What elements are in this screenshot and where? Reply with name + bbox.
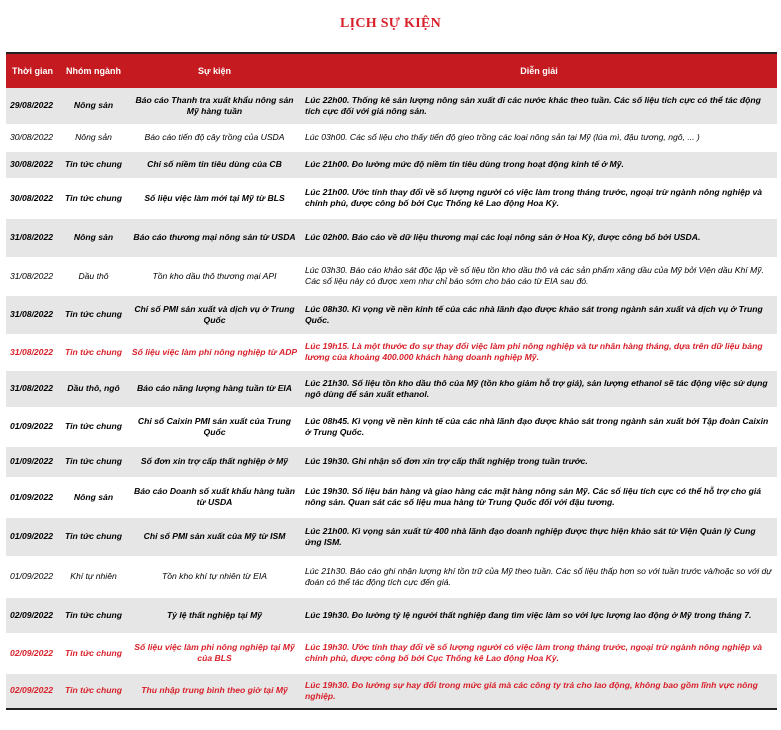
event-description: Lúc 19h30. Đo lường tỷ lệ người thất nghiệp đang tìm việc làm so với lực lượng lao động ở Mỹ trong tháng 7. — [301, 597, 777, 633]
column-header-event: Sự kiện — [128, 53, 301, 88]
event-sector: Tin tức chung — [59, 673, 128, 709]
event-description: Lúc 21h00. Kì vọng sản xuất từ 400 nhà lãnh đạo doanh nghiệp được thực hiện khảo sát từ Viện Quản lý Cung ứng ISM. — [301, 517, 777, 556]
event-date: 02/09/2022 — [6, 597, 59, 633]
page-title: LỊCH SỰ KIỆN — [339, 16, 442, 31]
event-description: Lúc 22h00. Thống kê sản lượng nông sản xuất đi các nước khác theo tuần. Các số liệu tích cực có thể tác động tích cực đối với giá nông sản. — [301, 88, 777, 124]
event-sector: Tin tức chung — [59, 633, 128, 673]
table-row — [6, 446, 777, 477]
event-date: 02/09/2022 — [6, 633, 59, 673]
event-description: Lúc 21h00. Đo lường mức độ niềm tin tiêu dùng trong hoạt động kinh tế ở Mỹ. — [301, 151, 777, 178]
event-name: Tồn kho khí tự nhiên từ EIA — [128, 556, 301, 597]
column-header-explanation: Diễn giải — [301, 53, 777, 88]
event-name: Thu nhập trung bình theo giờ tại Mỹ — [128, 673, 301, 709]
event-date: 30/08/2022 — [6, 178, 59, 218]
event-name: Tồn kho dầu thô thương mại API — [128, 257, 301, 295]
table-row — [6, 517, 777, 556]
event-schedule-table — [6, 52, 777, 710]
event-description: Lúc 19h30. Đo lường sự hay đổi trong mức giá mà các công ty trả cho lao động, không bao gồm lĩnh vực nông nghiệp. — [301, 673, 777, 709]
event-name: Chỉ số PMI sản xuất và dịch vụ ở Trung Quốc — [128, 295, 301, 334]
table-row-highlighted — [6, 673, 777, 709]
event-name: Số liệu việc làm phi nông nghiệp từ ADP — [128, 334, 301, 370]
event-date: 02/09/2022 — [6, 673, 59, 709]
event-sector: Tin tức chung — [59, 407, 128, 446]
event-description: Lúc 08h30. Kì vọng về nền kinh tế của các nhà lãnh đạo được khảo sát trong ngành sản xuất và dịch vụ ở Trung Quốc. — [301, 295, 777, 334]
event-description: Lúc 21h30. Báo cáo ghi nhận lượng khí tồn trữ của Mỹ theo tuần. Các số liệu thấp hơn so với tuần trước và/hoặc so với dự đoán có thể tác động tích cực đến giá. — [301, 556, 777, 597]
event-sector: Dầu thô, ngô — [59, 370, 128, 407]
event-date: 31/08/2022 — [6, 334, 59, 370]
event-name: Số liệu việc làm mới tại Mỹ từ BLS — [128, 178, 301, 218]
event-name: Chỉ số PMI sản xuất của Mỹ từ ISM — [128, 517, 301, 556]
event-description: Lúc 19h30. Ghi nhận số đơn xin trợ cấp thất nghiệp trong tuần trước. — [301, 446, 777, 477]
event-name: Báo cáo tiến độ cây trồng của USDA — [128, 124, 301, 151]
column-header-time: Thời gian — [6, 53, 59, 88]
event-description: Lúc 19h30. Ước tính thay đổi về số lượng người có việc làm trong tháng trước, ngoại trừ ngành nông nghiệp và chính phủ, được công bố bởi Cục Thống kê Lao động Hoa Kỳ. — [301, 633, 777, 673]
column-header-sector: Nhóm ngành — [59, 53, 128, 88]
event-date: 01/09/2022 — [6, 556, 59, 597]
event-sector: Nông sản — [59, 477, 128, 517]
table-row — [6, 407, 777, 446]
event-sector: Tin tức chung — [59, 295, 128, 334]
event-date: 01/09/2022 — [6, 477, 59, 517]
event-sector: Tin tức chung — [59, 597, 128, 633]
event-name: Tỷ lệ thất nghiệp tại Mỹ — [128, 597, 301, 633]
table-row-highlighted — [6, 334, 777, 370]
event-date: 31/08/2022 — [6, 257, 59, 295]
event-sector: Nông sản — [59, 218, 128, 257]
table-row — [6, 218, 777, 257]
event-sector: Nông sản — [59, 124, 128, 151]
event-name: Chỉ số niềm tin tiêu dùng của CB — [128, 151, 301, 178]
table-row — [6, 151, 777, 178]
event-sector: Tin tức chung — [59, 151, 128, 178]
event-description: Lúc 19h15. Là một thước đo sự thay đổi việc làm phi nông nghiệp và tư nhân hàng tháng, dựa trên dữ liệu bảng lương của khoảng 400.000 khách hàng doanh nghiệp Mỹ. — [301, 334, 777, 370]
event-name: Báo cáo năng lượng hàng tuần từ EIA — [128, 370, 301, 407]
table-row — [6, 257, 777, 295]
table-row — [6, 124, 777, 151]
event-sector: Tin tức chung — [59, 517, 128, 556]
event-description: Lúc 21h00. Ước tính thay đổi về số lượng người có việc làm trong tháng trước, ngoại trừ ngành nông nghiệp và chính phủ, được công bố bởi Cục Thống kê Lao động Hoa Kỳ. — [301, 178, 777, 218]
event-name: Số liệu việc làm phi nông nghiệp tại Mỹ của BLS — [128, 633, 301, 673]
event-name: Báo cáo thương mại nông sản từ USDA — [128, 218, 301, 257]
table-row-highlighted — [6, 633, 777, 673]
table-row — [6, 597, 777, 633]
event-date: 01/09/2022 — [6, 517, 59, 556]
table-row — [6, 178, 777, 218]
event-name: Số đơn xin trợ cấp thất nghiệp ở Mỹ — [128, 446, 301, 477]
event-description: Lúc 21h30. Số liệu tồn kho dầu thô của Mỹ (tồn kho giảm hỗ trợ giá), sản lượng ethanol sẽ tác động việc sử dụng ngô dùng để sản xuất ethanol. — [301, 370, 777, 407]
event-name: Báo cáo Doanh số xuất khẩu hàng tuần từ USDA — [128, 477, 301, 517]
table-row — [6, 477, 777, 517]
event-description: Lúc 03h30. Báo cáo khảo sát độc lập về số liệu tồn kho dầu thô và các sản phẩm xăng dầu của Mỹ bởi Viện dầu Khí Mỹ. Các số liệu này có được xem như chỉ báo sớm cho báo cáo từ EIA sau đó. — [301, 257, 777, 295]
table-row — [6, 370, 777, 407]
event-date: 01/09/2022 — [6, 446, 59, 477]
event-description: Lúc 08h45. Kì vọng về nền kinh tế của các nhà lãnh đạo được khảo sát trong ngành sản xuất bởi Tập đoàn Caixin ở Trung Quốc. — [301, 407, 777, 446]
event-sector: Nông sản — [59, 88, 128, 124]
event-description: Lúc 03h00. Các số liệu cho thấy tiến độ gieo trồng các loại nông sản tại Mỹ (lúa mì, đậu tương, ngô, ... ) — [301, 124, 777, 151]
event-sector: Khí tự nhiên — [59, 556, 128, 597]
table-row — [6, 88, 777, 124]
event-date: 31/08/2022 — [6, 218, 59, 257]
event-date: 30/08/2022 — [6, 124, 59, 151]
event-sector: Tin tức chung — [59, 446, 128, 477]
event-date: 01/09/2022 — [6, 407, 59, 446]
event-date: 29/08/2022 — [6, 88, 59, 124]
table-header-row — [6, 53, 777, 88]
event-date: 31/08/2022 — [6, 370, 59, 407]
event-sector: Tin tức chung — [59, 334, 128, 370]
event-sector: Tin tức chung — [59, 178, 128, 218]
event-date: 30/08/2022 — [6, 151, 59, 178]
event-description: Lúc 02h00. Báo cáo về dữ liệu thương mại các loại nông sản ở Hoa Kỳ, được công bố bởi USDA. — [301, 218, 777, 257]
event-name: Báo cáo Thanh tra xuất khẩu nông sản Mỹ hàng tuần — [128, 88, 301, 124]
event-date: 31/08/2022 — [6, 295, 59, 334]
table-row — [6, 295, 777, 334]
event-sector: Dầu thô — [59, 257, 128, 295]
table-row — [6, 556, 777, 597]
event-name: Chỉ số Caixin PMI sản xuất của Trung Quốc — [128, 407, 301, 446]
event-description: Lúc 19h30. Số liệu bán hàng và giao hàng các mặt hàng nông sản Mỹ. Các số liệu tích cực có thể hỗ trợ cho giá nông sản. Quan sát các số liệu mua hàng từ Trung Quốc đối với đậu tương. — [301, 477, 777, 517]
